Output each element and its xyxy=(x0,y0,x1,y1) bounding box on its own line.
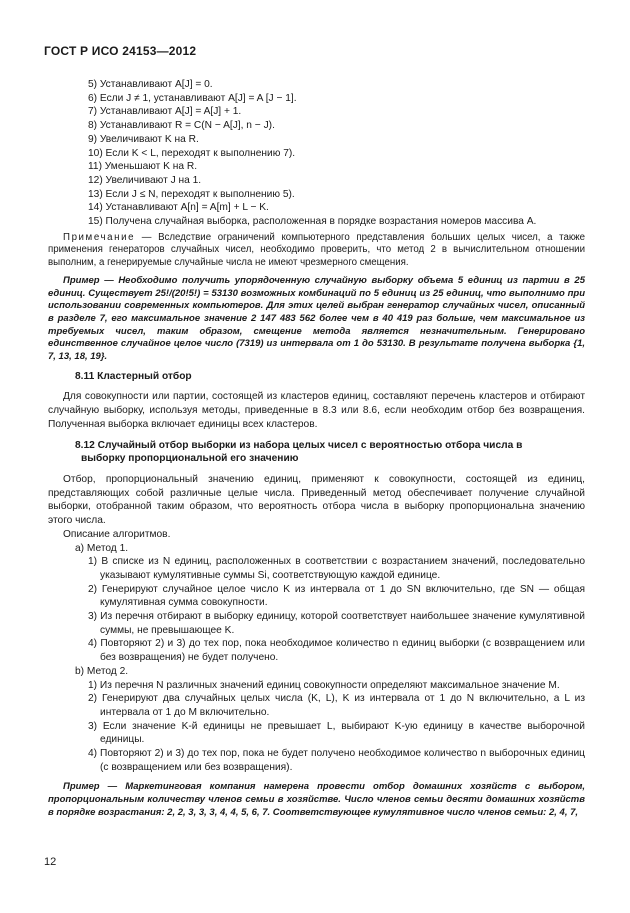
method-a-label: a) Метод 1. xyxy=(75,542,129,554)
method-a-item: 4) Повторяют 2) и 3) до тех пор, пока необходимое количество n единиц выборки (с возвращением или без возвращения) не будет получено. xyxy=(88,638,585,664)
algorithm-steps xyxy=(88,78,585,229)
step-item: 14) Устанавливают A[n] = A[m] + L − K. xyxy=(88,202,269,214)
section-8-12-title-line2: выборку пропорциональной его значению xyxy=(81,453,299,465)
method-b-label: b) Метод 2. xyxy=(75,665,129,677)
step-item: 5) Устанавливают A[J] = 0. xyxy=(88,79,213,90)
note-text: — Вследствие ограничений компьютерного представления больших целых чисел, а также применения генераторов случайных чисел, необходимо проверить, что метод 2 в вычислительном отношении выполним, а генерируемые случайные числа не имеют чрезмерного смещения. xyxy=(48,231,585,269)
step-item: 7) Устанавливают A[J] = A[J] + 1. xyxy=(88,106,242,118)
step-item: 12) Увеличивают J на 1. xyxy=(88,174,202,186)
step-item: 6) Если J ≠ 1, устанавливают A[J] = A [J − 1]. xyxy=(88,92,297,104)
note-label: Примечание xyxy=(63,231,136,243)
section-8-11-text: Для совокупности или партии, состоящей из кластеров единиц, составляют перечень кластеров и отбирают случайную выборку, используя методы, приведенные в 8.3 или 8.6, если необходим отбор без возвращения. Полученная выборка включает единицы всех кластеров. xyxy=(48,391,585,430)
page-content xyxy=(48,78,585,820)
step-item: 9) Увеличивают K на R. xyxy=(88,133,199,145)
step-item: 11) Уменьшают K на R. xyxy=(88,161,198,173)
step-item: 13) Если J ≤ N, переходят к выполнению 5). xyxy=(88,188,295,200)
page-header: ГОСТ Р ИСО 24153—2012 xyxy=(44,44,197,58)
example-paragraph-2: Пример — Маркетинговая компания намерена провести отбор домашних хозяйств с выбором, пропорциональным количеству членов семьи в хозяйстве. Число членов семьи десяти домашних хозяйств в порядке возрастания: 2, 2, 3, 3, 3, 4, 4, 5, 6, 7. Соответствующее кумулятивное число членов семьи: 2, 4, 7, xyxy=(48,781,585,818)
section-8-11-title: 8.11 Кластерный отбор xyxy=(75,370,192,382)
step-item: 10) Если K < L, переходят к выполнению 7). xyxy=(88,147,296,159)
example-paragraph: Пример — Необходимо получить упорядоченную случайную выборку объема 5 единиц из партии в 25 единиц. Существует 25!/(20!5!) = 53130 возможных комбинаций по 5 единиц из 25 единиц, что выполнимо при использовании современных компьютеров. Для этих целей выбран генератор случайных чисел, описанный в разделе 7, его максимальное значение 2 147 483 562 более чем в 40 419 раз больше, чем максимальное из требуемых чисел, таким образом, смещение метода является незначительным. Генерировано единственное случайное целое число (7319) из интервала от 1 до 53130. В результате получена выборка {1, 7, 13, 18, 19}. xyxy=(48,274,585,363)
method-b-item: 3) Если значение K-й единицы не превышает L, выбирают K-ую единицу в качестве выборочной единицы. xyxy=(88,720,585,746)
method-b-item: 2) Генерируют два случайных целых числа (K, L), K из интервала от 1 до N включительно, а L из интервала от 1 до M включительно. xyxy=(88,693,585,718)
algorithm-intro: Описание алгоритмов. xyxy=(63,528,171,540)
method-b-item: 4) Повторяют 2) и 3) до тех пор, пока не будет получено необходимое количество n выборочных единиц (с возвращением или без возвращения). xyxy=(88,748,585,773)
method-a-item: 2) Генерируют случайное целое число K из интервала от 1 до SN включительно, где SN — общая кумулятивная сумма совокупности. xyxy=(88,583,585,609)
step-item: 15) Получена случайная выборка, расположенная в порядке возрастания номеров массива A. xyxy=(88,216,537,228)
note-paragraph xyxy=(48,232,585,270)
page-number: 12 xyxy=(44,856,57,868)
section-8-12-title xyxy=(75,439,585,466)
method-a-item: 1) В списке из N единиц, расположенных в соответствии с возрастанием значений, последовательно указывают кумулятивные суммы Si, соответствующую каждой единице. xyxy=(88,556,585,581)
section-8-12-title-line1: 8.12 Случайный отбор выборки из набора целых чисел с вероятностью отбора числа в xyxy=(75,439,523,451)
method-b-item: 1) Из перечня N различных значений единиц совокупности определяют максимальное значение M. xyxy=(88,679,560,691)
section-8-12-text: Отбор, пропорциональный значению единиц, применяют к совокупности, состоящей из единиц, представляющих собой различные целые числа. Приведенный метод обеспечивает получение случайной выборки, отобранной таким образом, что вероятность отбора числа в выборку пропорциональна значению этого числа. xyxy=(48,473,585,527)
step-item: 8) Устанавливают R = C(N − A[J], n − J). xyxy=(88,120,275,132)
method-a-item: 3) Из перечня отбирают в выборку единицу, которой соответствует наибольшее значение кумулятивной суммы, не превышающее K. xyxy=(88,611,585,636)
